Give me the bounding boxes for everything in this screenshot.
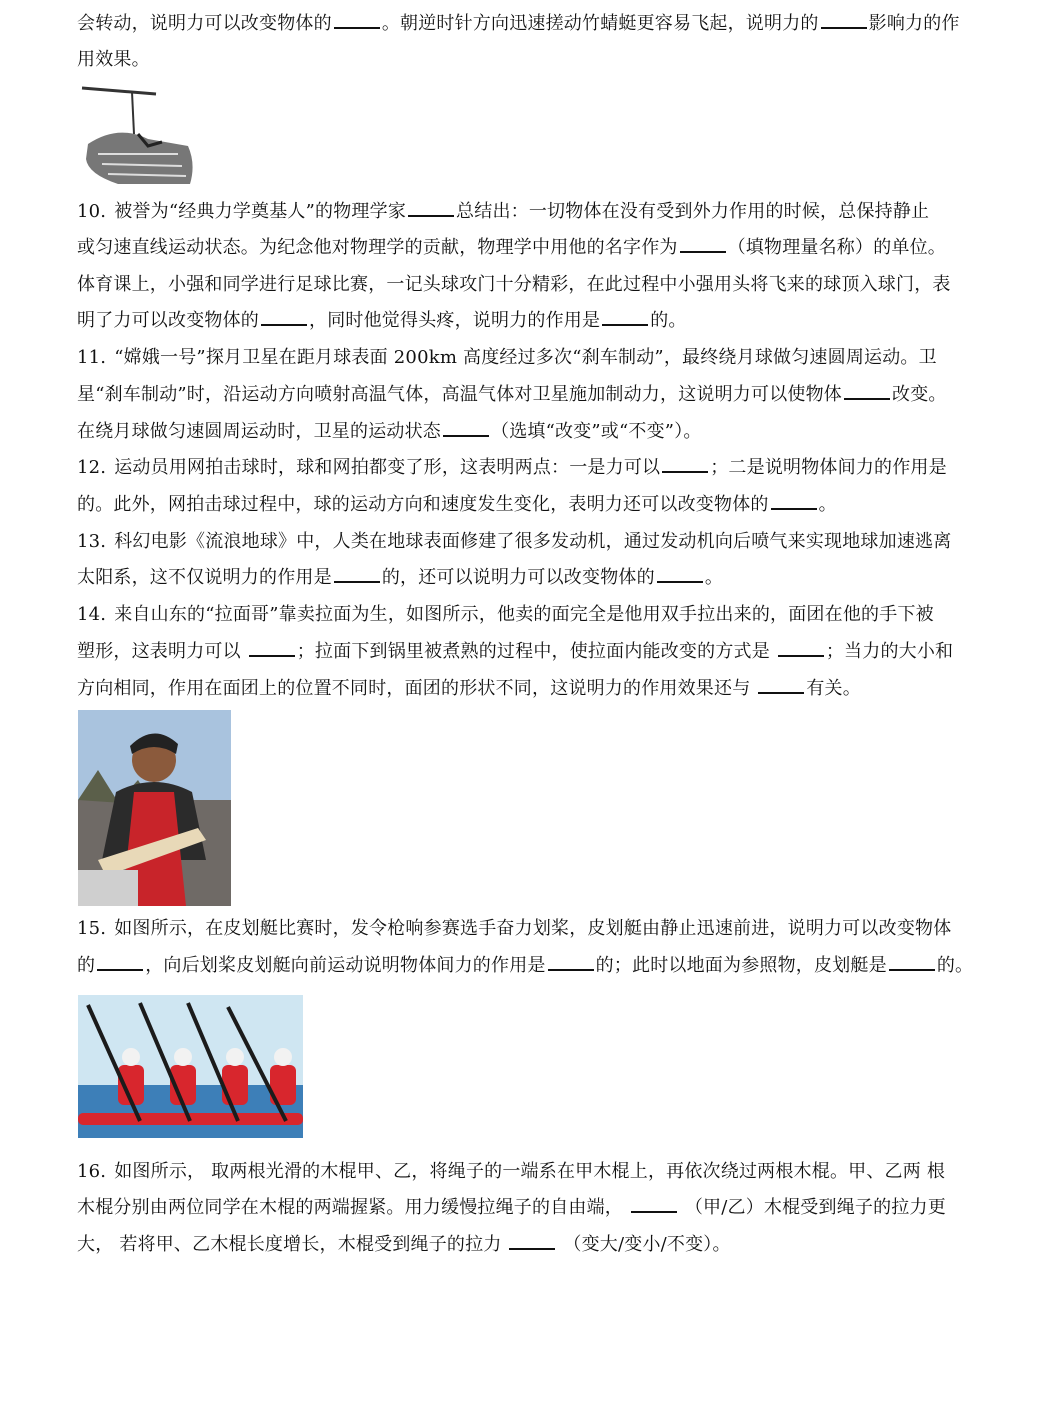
text-line: 会转动，说明力可以改变物体的 。朝逆时针方向迅速搓动竹蜻蜓更容易飞起，说明力的 影响力的作 — [77, 13, 960, 34]
answer-blank[interactable] — [443, 421, 489, 437]
answer-blank[interactable] — [408, 201, 454, 217]
kayak-race-photo — [78, 995, 303, 1138]
answer-blank[interactable] — [602, 310, 648, 326]
text-line: 明了力可以改变物体的 ，同时他觉得头疼，说明力的作用是 的。 — [77, 310, 687, 331]
answer-blank[interactable] — [844, 384, 890, 400]
question-13: 13. 科幻电影《流浪地球》中，人类在地球表面修建了很多发动机，通过发动机向后喷气来实现地球加速逃离 — [77, 531, 952, 552]
text-line: 在绕月球做匀速圆周运动时，卫星的运动状态 （选填“改变”或“不变”）。 — [77, 421, 702, 442]
text-line: 木棍分别由两位同学在木棍的两端握紧。用力缓慢拉绳子的自由端， （甲/乙）木棍受到绳子的拉力更 — [77, 1197, 946, 1218]
text-line: 或匀速直线运动状态。为纪念他对物理学的贡献，物理学中用他的名字作为 （填物理量名称）的单位。 — [77, 237, 947, 258]
text-line: 大， 若将甲、乙木棍长度增长，木棍受到绳子的拉力 （变大/变小/不变）。 — [77, 1234, 731, 1255]
text-line: 太阳系，这不仅说明力的作用是 的，还可以说明力可以改变物体的 。 — [77, 567, 724, 588]
question-10: 10. 被誉为“经典力学奠基人”的物理学家 总结出：一切物体在没有受到外力作用的时候，总保持静止 — [77, 201, 930, 222]
answer-blank[interactable] — [548, 955, 594, 971]
answer-blank[interactable] — [771, 494, 817, 510]
answer-blank[interactable] — [509, 1234, 555, 1250]
question-16: 16. 如图所示， 取两根光滑的木棍甲、乙，将绳子的一端系在甲木棍上，再依次绕过两根木棍。甲、乙两 根 — [77, 1161, 946, 1182]
answer-blank[interactable] — [662, 457, 708, 473]
text-line: 星“刹车制动”时，沿运动方向喷射高温气体，高温气体对卫星施加制动力，这说明力可以使物体 改变。 — [77, 384, 947, 405]
text-line: 用效果。 — [77, 49, 150, 70]
question-15: 15. 如图所示，在皮划艇比赛时，发令枪响参赛选手奋力划桨，皮划艇由静止迅速前进，说明力可以改变物体 — [77, 918, 952, 939]
answer-blank[interactable] — [249, 641, 295, 657]
answer-blank[interactable] — [821, 13, 867, 29]
noodle-maker-photo — [78, 710, 231, 906]
answer-blank[interactable] — [680, 237, 726, 253]
text-line: 的 ，向后划桨皮划艇向前运动说明物体间力的作用是 的；此时以地面为参照物，皮划艇是 的。 — [77, 955, 974, 976]
answer-blank[interactable] — [97, 955, 143, 971]
answer-blank[interactable] — [758, 678, 804, 694]
answer-blank[interactable] — [261, 310, 307, 326]
answer-blank[interactable] — [778, 641, 824, 657]
answer-blank[interactable] — [334, 13, 380, 29]
text-line: 塑形，这表明力可以 ；拉面下到锅里被煮熟的过程中，使拉面内能改变的方式是 ；当力的大小和 — [77, 641, 954, 662]
answer-blank[interactable] — [889, 955, 935, 971]
answer-blank[interactable] — [631, 1197, 677, 1213]
question-12: 12. 运动员用网拍击球时，球和网拍都变了形，这表明两点：一是力可以 ；二是说明物体间力的作用是 — [77, 457, 947, 478]
question-14: 14. 来自山东的“拉面哥”靠卖拉面为生，如图所示，他卖的面完全是他用双手拉出来的，面团在他的手下被 — [77, 604, 934, 625]
answer-blank[interactable] — [334, 567, 380, 583]
bamboo-dragonfly-figure — [78, 84, 196, 192]
question-11: 11. “嫦娥一号”探月卫星在距月球表面 200km 高度经过多次“刹车制动”，最终绕月球做匀速圆周运动。卫 — [77, 347, 937, 368]
text-line: 方向相同，作用在面团上的位置不同时，面团的形状不同，这说明力的作用效果还与 有关。 — [77, 678, 861, 699]
text-line: 的。此外，网拍击球过程中，球的运动方向和速度发生变化，表明力还可以改变物体的 。 — [77, 494, 837, 515]
answer-blank[interactable] — [657, 567, 703, 583]
text-line: 体育课上，小强和同学进行足球比赛，一记头球攻门十分精彩，在此过程中小强用头将飞来的球顶入球门，表 — [77, 274, 951, 295]
